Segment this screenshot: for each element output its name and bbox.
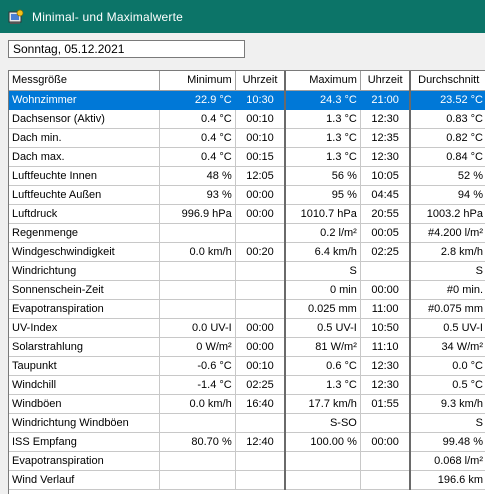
table-row[interactable] (9, 109, 485, 128)
cell-messgroesse: Taupunkt (9, 356, 159, 375)
cell-minimum: 0.4 °C (159, 109, 235, 128)
cell-maximum: 17.7 km/h (285, 394, 360, 413)
cell-uhrzeit-max: 10:05 (360, 166, 410, 185)
cell-uhrzeit-min: 00:00 (235, 185, 285, 204)
cell-uhrzeit-max: 21:00 (360, 90, 410, 109)
cell-minimum: 0 W/m² (159, 337, 235, 356)
cell-maximum (285, 470, 360, 489)
table-row[interactable] (9, 204, 485, 223)
cell-messgroesse: Windrichtung Windböen (9, 413, 159, 432)
header-row (9, 71, 485, 90)
cell-maximum: 95 % (285, 185, 360, 204)
cell-minimum (159, 261, 235, 280)
cell-minimum: 996.9 hPa (159, 204, 235, 223)
cell-durchschnitt: 0.84 °C (410, 147, 485, 166)
cell-minimum (159, 451, 235, 470)
cell-uhrzeit-max: 11:10 (360, 337, 410, 356)
cell-uhrzeit-max: 02:25 (360, 242, 410, 261)
cell-maximum: 0.025 mm (285, 299, 360, 318)
cell-minimum: 0.0 UV-I (159, 318, 235, 337)
cell-uhrzeit-min: 00:10 (235, 109, 285, 128)
column-header-maximum[interactable]: Maximum (285, 71, 360, 90)
cell-minimum (159, 299, 235, 318)
cell-uhrzeit-max: 01:55 (360, 394, 410, 413)
cell-maximum: 6.4 km/h (285, 242, 360, 261)
cell-uhrzeit-min (235, 470, 285, 489)
column-header-durchschnitt[interactable]: Durchschnitt (410, 71, 485, 90)
cell-uhrzeit-min: 00:10 (235, 128, 285, 147)
minmax-table (9, 71, 485, 490)
cell-uhrzeit-max: 12:30 (360, 356, 410, 375)
cell-durchschnitt: 2.8 km/h (410, 242, 485, 261)
column-header-minimum[interactable]: Minimum (159, 71, 235, 90)
cell-maximum: 100.00 % (285, 432, 360, 451)
cell-uhrzeit-min: 12:40 (235, 432, 285, 451)
cell-minimum (159, 223, 235, 242)
cell-minimum (159, 413, 235, 432)
weather-app-icon[interactable] (8, 9, 24, 25)
cell-uhrzeit-max: 00:00 (360, 280, 410, 299)
cell-maximum: 56 % (285, 166, 360, 185)
cell-minimum: 0.0 km/h (159, 394, 235, 413)
table-row[interactable] (9, 470, 485, 489)
cell-durchschnitt: 34 W/m² (410, 337, 485, 356)
cell-durchschnitt: 94 % (410, 185, 485, 204)
cell-uhrzeit-max: 12:35 (360, 128, 410, 147)
title-bar (0, 0, 485, 33)
cell-uhrzeit-min: 12:05 (235, 166, 285, 185)
date-field[interactable]: Sonntag, 05.12.2021 (8, 40, 245, 58)
cell-uhrzeit-max: 10:50 (360, 318, 410, 337)
cell-durchschnitt: S (410, 413, 485, 432)
cell-durchschnitt: #0 min. (410, 280, 485, 299)
cell-minimum: 0.0 km/h (159, 242, 235, 261)
cell-messgroesse: Luftfeuchte Innen (9, 166, 159, 185)
cell-durchschnitt: 0.82 °C (410, 128, 485, 147)
cell-durchschnitt: 0.0 °C (410, 356, 485, 375)
cell-durchschnitt: 1003.2 hPa (410, 204, 485, 223)
cell-minimum: -0.6 °C (159, 356, 235, 375)
cell-durchschnitt: #0.075 mm (410, 299, 485, 318)
cell-minimum: 0.4 °C (159, 147, 235, 166)
window-title: Minimal- und Maximalwerte (32, 9, 184, 24)
cell-messgroesse: Dach min. (9, 128, 159, 147)
cell-uhrzeit-max: 11:00 (360, 299, 410, 318)
table-row[interactable] (9, 147, 485, 166)
cell-uhrzeit-min (235, 299, 285, 318)
cell-maximum: 1.3 °C (285, 109, 360, 128)
cell-maximum: 0 min (285, 280, 360, 299)
cell-uhrzeit-max (360, 470, 410, 489)
table-row[interactable] (9, 451, 485, 470)
cell-messgroesse: Luftdruck (9, 204, 159, 223)
cell-maximum: 0.5 UV-I (285, 318, 360, 337)
cell-durchschnitt: 0.83 °C (410, 109, 485, 128)
table-row[interactable] (9, 90, 485, 109)
cell-messgroesse: Windrichtung (9, 261, 159, 280)
cell-maximum: 0.2 l/m² (285, 223, 360, 242)
cell-uhrzeit-min: 10:30 (235, 90, 285, 109)
cell-messgroesse: Windchill (9, 375, 159, 394)
cell-uhrzeit-min (235, 223, 285, 242)
cell-uhrzeit-min: 16:40 (235, 394, 285, 413)
cell-messgroesse: Wind Verlauf (9, 470, 159, 489)
table-row[interactable] (9, 318, 485, 337)
cell-uhrzeit-max (360, 413, 410, 432)
cell-uhrzeit-min: 00:00 (235, 337, 285, 356)
minmax-grid[interactable] (8, 70, 485, 494)
cell-maximum: 1.3 °C (285, 147, 360, 166)
cell-uhrzeit-max: 04:45 (360, 185, 410, 204)
cell-messgroesse: Luftfeuchte Außen (9, 185, 159, 204)
table-row[interactable] (9, 413, 485, 432)
cell-messgroesse: Windgeschwindigkeit (9, 242, 159, 261)
cell-uhrzeit-max: 12:30 (360, 147, 410, 166)
cell-minimum: 80.70 % (159, 432, 235, 451)
table-row[interactable] (9, 375, 485, 394)
cell-durchschnitt: 99.48 % (410, 432, 485, 451)
cell-durchschnitt: 52 % (410, 166, 485, 185)
cell-messgroesse: Dach max. (9, 147, 159, 166)
table-row[interactable] (9, 356, 485, 375)
cell-messgroesse: Sonnenschein-Zeit (9, 280, 159, 299)
cell-durchschnitt: 9.3 km/h (410, 394, 485, 413)
table-row[interactable] (9, 432, 485, 451)
cell-messgroesse: Dachsensor (Aktiv) (9, 109, 159, 128)
cell-uhrzeit-max: 20:55 (360, 204, 410, 223)
cell-maximum: 1.3 °C (285, 128, 360, 147)
table-row[interactable] (9, 128, 485, 147)
cell-maximum: 81 W/m² (285, 337, 360, 356)
cell-uhrzeit-max (360, 261, 410, 280)
table-row[interactable] (9, 261, 485, 280)
cell-durchschnitt: 0.5 UV-I (410, 318, 485, 337)
table-row[interactable] (9, 242, 485, 261)
column-header-uhrzeit-min[interactable]: Uhrzeit (235, 71, 285, 90)
cell-maximum (285, 451, 360, 470)
cell-uhrzeit-min: 00:10 (235, 356, 285, 375)
table-row[interactable] (9, 223, 485, 242)
cell-minimum (159, 470, 235, 489)
cell-durchschnitt: #4.200 l/m² (410, 223, 485, 242)
cell-uhrzeit-min: 00:15 (235, 147, 285, 166)
cell-minimum: 48 % (159, 166, 235, 185)
cell-messgroesse: UV-Index (9, 318, 159, 337)
cell-uhrzeit-min (235, 280, 285, 299)
cell-messgroesse: Evapotranspiration (9, 299, 159, 318)
cell-uhrzeit-min: 00:00 (235, 204, 285, 223)
cell-messgroesse: Evapotranspiration (9, 451, 159, 470)
cell-maximum: 1010.7 hPa (285, 204, 360, 223)
cell-minimum: 0.4 °C (159, 128, 235, 147)
table-row[interactable] (9, 299, 485, 318)
cell-maximum: 0.6 °C (285, 356, 360, 375)
table-row[interactable] (9, 337, 485, 356)
cell-minimum: 22.9 °C (159, 90, 235, 109)
table-row[interactable] (9, 280, 485, 299)
cell-durchschnitt: 0.5 °C (410, 375, 485, 394)
cell-uhrzeit-min: 00:00 (235, 318, 285, 337)
cell-uhrzeit-min (235, 413, 285, 432)
cell-durchschnitt: S (410, 261, 485, 280)
table-row[interactable] (9, 166, 485, 185)
cell-uhrzeit-min: 00:20 (235, 242, 285, 261)
cell-minimum (159, 280, 235, 299)
cell-uhrzeit-max: 00:00 (360, 432, 410, 451)
column-header-uhrzeit-max[interactable]: Uhrzeit (360, 71, 410, 90)
table-row[interactable] (9, 394, 485, 413)
cell-maximum: S-SO (285, 413, 360, 432)
cell-maximum: 24.3 °C (285, 90, 360, 109)
cell-messgroesse: Solarstrahlung (9, 337, 159, 356)
cell-uhrzeit-min: 02:25 (235, 375, 285, 394)
cell-uhrzeit-min (235, 261, 285, 280)
cell-durchschnitt: 196.6 km (410, 470, 485, 489)
cell-uhrzeit-min (235, 451, 285, 470)
cell-uhrzeit-max: 00:05 (360, 223, 410, 242)
cell-minimum: 93 % (159, 185, 235, 204)
cell-messgroesse: ISS Empfang (9, 432, 159, 451)
table-row[interactable] (9, 185, 485, 204)
cell-uhrzeit-max: 12:30 (360, 109, 410, 128)
cell-minimum: -1.4 °C (159, 375, 235, 394)
cell-uhrzeit-max (360, 451, 410, 470)
cell-maximum: 1.3 °C (285, 375, 360, 394)
cell-uhrzeit-max: 12:30 (360, 375, 410, 394)
cell-messgroesse: Regenmenge (9, 223, 159, 242)
cell-durchschnitt: 0.068 l/m² (410, 451, 485, 470)
cell-messgroesse: Windböen (9, 394, 159, 413)
cell-durchschnitt: 23.52 °C (410, 90, 485, 109)
cell-messgroesse: Wohnzimmer (9, 90, 159, 109)
cell-maximum: S (285, 261, 360, 280)
column-header-messgroesse[interactable]: Messgröße (9, 71, 159, 90)
